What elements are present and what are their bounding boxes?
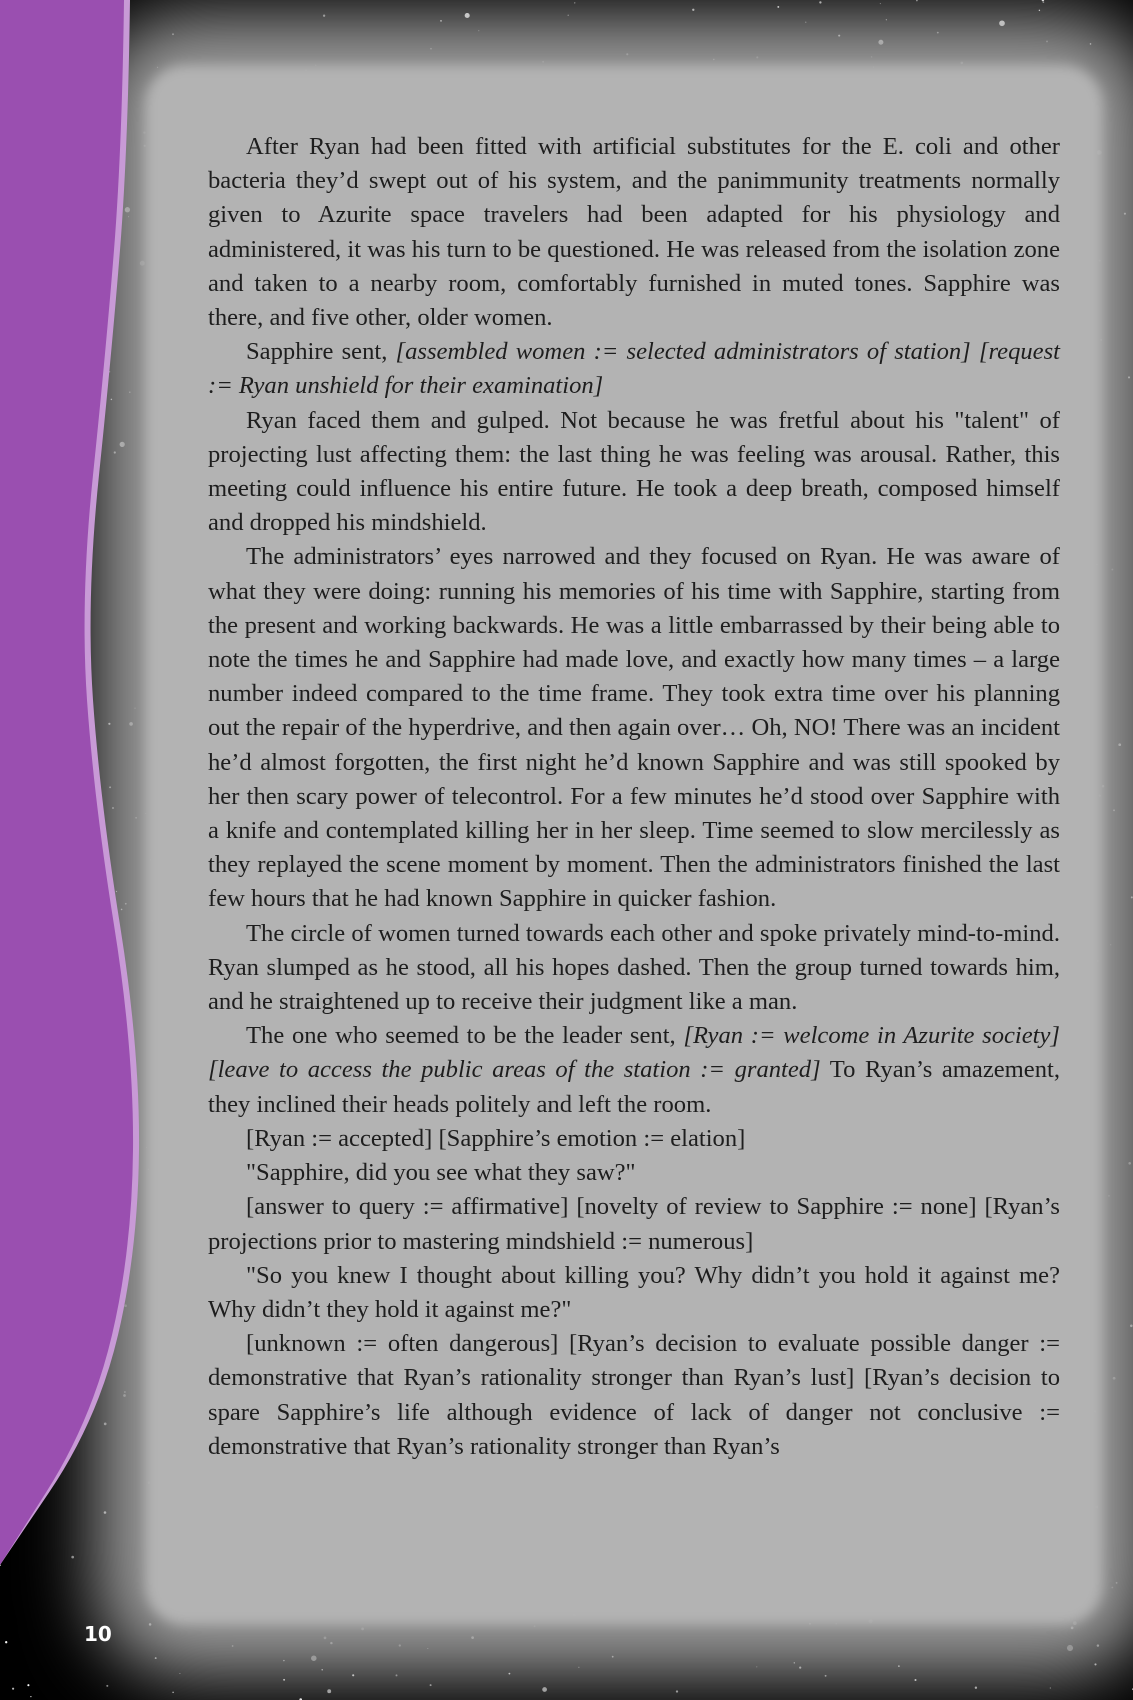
star xyxy=(283,1679,285,1681)
star xyxy=(471,1636,474,1639)
telepathic-message-text: [Ryan := welcome in Azurite society] [leave to access the public areas of the station := granted] xyxy=(208,1022,1060,1084)
star xyxy=(311,1655,316,1660)
star xyxy=(1111,569,1113,571)
star xyxy=(327,1689,331,1693)
star xyxy=(878,40,883,45)
star xyxy=(1128,1162,1131,1165)
star xyxy=(361,1628,364,1631)
paragraph xyxy=(208,1259,1060,1327)
paragraph xyxy=(208,404,1060,541)
purple-wave-sidebar xyxy=(0,0,150,1700)
paragraph-text: The administrators’ eyes narrowed and they focused on Ryan. He was aware of what they were doing: running his memories of his time with Sapphire, starting from the present and working backwards. He was a little embarrassed by their being able to note the times he and Sapphire had made love, and exactly how many times – a large number indeed compared to the time frame. They took extra time over his planning out the repair of the hyperdrive, and then again over… Oh, NO! There was an incident he’d almost forgotten, the first night he’d known Sapphire and was still spooked by her then scary power of telecontrol. For a few minutes he’d stood over Sapphire with a knife and contemplated killing her in her sleep. Time seemed to slow mercilessly as they replayed the scene moment by moment. Then the administrators finished the last few hours that he had known Sapphire in quicker fashion. xyxy=(208,543,1060,913)
star xyxy=(430,48,432,50)
star xyxy=(819,1,821,3)
star xyxy=(777,6,779,8)
star xyxy=(1094,1663,1096,1665)
star xyxy=(1043,1,1045,3)
star xyxy=(399,1644,401,1646)
paragraph-text: To Ryan’s amazement, they inclined their heads politely and left the room. xyxy=(208,1056,1060,1118)
star xyxy=(542,61,544,63)
paragraph-text: Sapphire sent, xyxy=(246,338,396,366)
star xyxy=(465,13,470,18)
paragraph xyxy=(208,1156,1060,1190)
sidebar-wave-fill xyxy=(0,0,133,1565)
paragraph xyxy=(208,1019,1060,1122)
star xyxy=(825,1675,827,1677)
star xyxy=(1110,944,1111,945)
star xyxy=(427,1648,428,1649)
star xyxy=(713,59,714,60)
star xyxy=(1118,743,1121,746)
paragraph xyxy=(208,335,1060,403)
paragraph-text: [answer to query := affirmative] [novelty of review to Sapphire := none] [Ryan’s projections prior to mastering mindshield := numerous] xyxy=(208,1193,1060,1255)
star xyxy=(756,56,758,58)
star xyxy=(172,1692,173,1693)
star xyxy=(509,1673,511,1675)
star xyxy=(232,1645,234,1647)
star xyxy=(756,1666,757,1667)
star xyxy=(430,1684,432,1686)
star xyxy=(1071,1627,1074,1630)
star xyxy=(1108,1195,1109,1196)
star xyxy=(283,1660,284,1661)
star xyxy=(937,32,939,34)
star xyxy=(568,15,569,16)
star xyxy=(330,1642,332,1644)
star xyxy=(794,1662,795,1663)
star xyxy=(626,53,628,55)
star xyxy=(799,1666,801,1668)
star xyxy=(916,0,918,1)
paragraph xyxy=(208,1190,1060,1258)
paragraph-text: The one who seemed to be the leader sent, xyxy=(246,1022,684,1050)
star xyxy=(324,1637,327,1640)
star xyxy=(880,3,881,4)
paragraph-text: "So you knew I thought about killing you? Why didn’t you hold it against me? Why didn’t they hold it against me?" xyxy=(208,1261,1060,1323)
star xyxy=(838,35,840,37)
paragraph-text: "Sapphire, did you see what they saw?" xyxy=(246,1159,636,1187)
star xyxy=(1124,213,1126,215)
star xyxy=(478,30,479,31)
star xyxy=(676,1690,678,1692)
star xyxy=(1113,809,1115,811)
star xyxy=(172,33,174,35)
paragraph-text: The circle of women turned towards each other and spoke privately mind-to-mind. Ryan slumped as he stood, all his hopes dashed. Then the group turned towards him, and he straightened up to receive their judgment like a man. xyxy=(208,919,1060,1016)
star xyxy=(440,20,442,22)
star xyxy=(396,1674,398,1676)
star xyxy=(1097,1644,1099,1646)
star xyxy=(542,1687,547,1692)
star xyxy=(805,22,806,23)
star xyxy=(534,1625,536,1627)
star xyxy=(1128,376,1130,378)
paragraph-text: [Ryan := accepted] [Sapphire’s emotion := elation] xyxy=(246,1124,746,1152)
star xyxy=(1116,1582,1118,1584)
paragraph-text: Ryan faced them and gulped. Not because he was fretful about his "talent" of projecting lust affecting them: the last thing he was feeling was arousal. Rather, this meeting could influence his entire future. He took a deep breath, composed himself and dropped his mindshield. xyxy=(208,406,1060,537)
paragraph xyxy=(208,540,1060,916)
star xyxy=(1067,1645,1073,1651)
star xyxy=(578,1667,579,1668)
star xyxy=(1111,1587,1113,1589)
star xyxy=(961,62,964,65)
star xyxy=(1039,10,1040,11)
paragraph xyxy=(208,1327,1060,1464)
paragraph-text: [unknown := often dangerous] [Ryan’s decision to evaluate possible danger := demonstrative that Ryan’s rationality stronger than Ryan’s lust] [Ryan’s decision to spare Sapphire’s life although evidence of lack of danger not conclusive := demonstrative that Ryan’s rationality stronger than Ryan’s xyxy=(208,1330,1060,1460)
star xyxy=(1042,0,1044,1)
star xyxy=(886,19,887,20)
paragraph xyxy=(208,1122,1060,1156)
star xyxy=(352,1674,354,1676)
paragraph xyxy=(208,917,1060,1020)
star xyxy=(1113,1377,1116,1380)
star xyxy=(157,67,158,68)
star xyxy=(1130,1325,1133,1328)
star xyxy=(321,1669,322,1670)
page-number: 10 xyxy=(84,1622,112,1646)
telepathic-message-text: [assembled women := selected administrators of station] [request := Ryan unshield for their examination] xyxy=(208,338,1060,400)
star xyxy=(323,15,325,17)
paragraph xyxy=(208,130,1060,335)
star xyxy=(871,56,872,57)
star xyxy=(179,1673,180,1674)
star xyxy=(898,1665,900,1667)
star xyxy=(975,1687,977,1689)
star xyxy=(1046,40,1048,42)
star xyxy=(999,20,1005,26)
star xyxy=(1090,43,1092,45)
paragraph-text: After Ryan had been fitted with artificial substitutes for the E. coli and other bacteria they’d swept out of his system, and the panimmunity treatments normally given to Azurite space travelers had been adapted for his physiology and administered, it was his turn to be questioned. He was released from the isolation zone and taken to a nearby room, comfortably furnished in muted tones. Sapphire was there, and five other, older women. xyxy=(208,133,1060,332)
text-column xyxy=(208,130,1060,1580)
star xyxy=(612,1656,614,1658)
star xyxy=(574,2,575,3)
star xyxy=(1050,1687,1051,1688)
star xyxy=(155,1657,157,1659)
star xyxy=(692,9,694,11)
star xyxy=(914,1679,916,1681)
